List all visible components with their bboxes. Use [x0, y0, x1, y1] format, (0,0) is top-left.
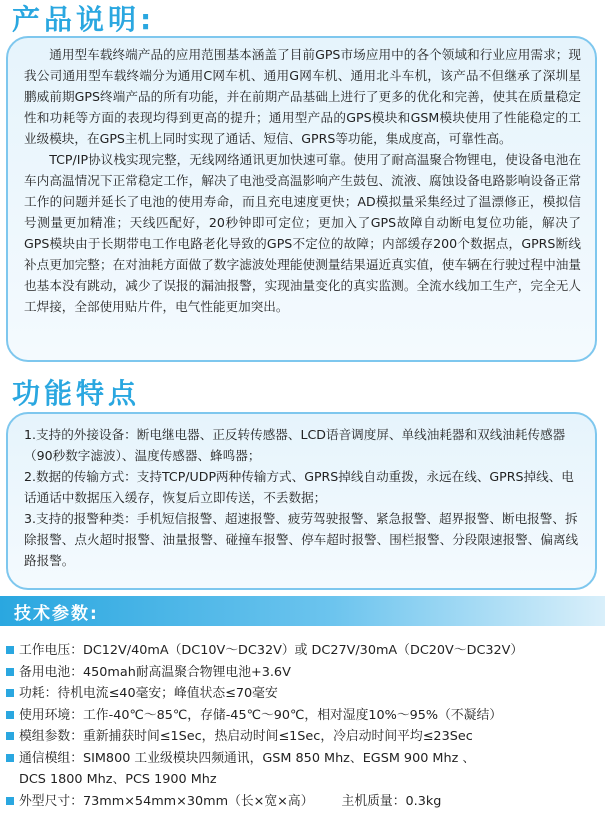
description-paragraph-1: 通用型车载终端产品的应用范围基本涵盖了目前GPS市场应用中的各个领域和行业应用需求；现我公司通用型车载终端分为通用C网车机、通用G网车机、通用北斗车机，该产品不但继承了深圳星鹏威前期GPS终端产品的所有功能，并在前期产品基础上进行了更多的优化和完善，使其在质量稳定性和功耗等方面的表现均得到更高的提升；通用型产品的GPS模块和GSM模块使用了性能稳定的工业级模块，在GPS主机上同时实现了通话、短信、GPRS等功能，集成度高，可靠性高。 — [24, 47, 581, 146]
spec-text: DCS 1800 Mhz、PCS 1900 Mhz — [19, 772, 217, 787]
description-heading: 产品说明: — [12, 3, 152, 36]
feature-item-1: 1.支持的外接设备：断电继电器、正反转传感器、LCD语音调度屏、单线油耗器和双线油耗传感器（90秒数字滤波）、温度传感器、蜂鸣器； — [24, 427, 566, 463]
square-bullet-icon — [6, 711, 14, 719]
spec-text: 功耗：待机电流≤40毫安；峰值状态≤70毫安 — [19, 686, 278, 701]
spec-module-params — [4, 726, 602, 748]
spec-battery — [4, 662, 602, 684]
spec-text: 工作电压：DC12V/40mA（DC10V～DC32V）或 DC27V/30mA（DC20V～DC32V） — [19, 643, 524, 658]
spec-comm-module — [4, 748, 602, 770]
spec-comm-module-continued — [4, 769, 602, 791]
spec-text: 备用电池：450mah耐高温聚合物锂电池+3.6V — [19, 664, 291, 680]
spec-environment — [4, 705, 602, 727]
features-heading — [12, 372, 140, 412]
spec-voltage — [4, 640, 602, 662]
tech-heading: 技术参数: — [14, 604, 99, 624]
feature-item-3: 3.支持的报警种类：手机短信报警、超速报警、疲劳驾驶报警、紧急报警、超界报警、断电报警、拆除报警、点火超时报警、油量报警、碰撞车报警、停车超时报警、围栏报警、分段限速报警、偏离线路报警。 — [24, 511, 579, 568]
description-paragraph-2: TCP/IP协议栈实现完整，无线网络通讯更加快速可靠。使用了耐高温聚合物锂电，使设备电池在车内高温情况下正常稳定工作，解决了电池受高温影响产生鼓包、流液、腐蚀设备电路影响设备正常工作的问题并延长了电池的使用寿命，而且充电速度更快；AD模拟量采集经过了温漂修正，模拟信号测量更加精准；天线匹配好，20秒钟即可定位；更加入了GPS故障自动断电复位功能，解决了GPS模块由于长期带电工作电路老化导致的GPS不定位的故障；内部缓存200个数据点，GPRS断线补点更加完整；在对油耗方面做了数字滤波处理能使测量结果逼近真实值，使车辆在行驶过程中油量也基本没有跳动，减少了误报的漏油报警，实现油量变化的真实监测。全流水线加工生产，完全无人工焊接，全部使用贴片件，电气性能更加突出。 — [24, 152, 581, 314]
square-bullet-icon — [6, 668, 14, 676]
tech-heading-bar — [0, 596, 605, 626]
features-panel — [6, 412, 597, 590]
spec-text: 使用环境：工作-40℃～85℃，存储-45℃～90℃，相对湿度10%～95%（不凝结） — [19, 707, 503, 723]
spec-text: 外型尺寸：73mm×54mm×30mm（长×宽×高） — [19, 793, 314, 809]
square-bullet-icon — [6, 754, 14, 762]
description-panel — [6, 36, 597, 362]
square-bullet-icon — [6, 689, 14, 697]
description-heading-text: 产品说明 — [12, 3, 141, 36]
square-bullet-icon — [6, 732, 14, 740]
spec-power — [4, 683, 602, 705]
spec-weight-text: 主机质量：0.3kg — [341, 793, 442, 809]
spec-dimensions — [4, 791, 602, 813]
feature-item-2: 2.数据的传输方式：支持TCP/UDP两种传输方式、GPRS掉线自动重拨，永远在线、GPRS掉线、电话通话中数据压入缓存，恢复后立即传送，不丢数据； — [24, 469, 574, 505]
features-heading-text: 功能特点 — [12, 377, 141, 410]
square-bullet-icon — [6, 646, 14, 654]
spec-text: 通信模组：SIM800 工业级模块四频通讯，GSM 850 Mhz、EGSM 900 Mhz 、 — [19, 750, 476, 766]
spec-list — [4, 640, 602, 812]
spec-text: 模组参数：重新捕获时间≤1Sec，热启动时间≤1Sec，冷启动时间平均≤23Sec — [19, 729, 473, 744]
square-bullet-icon — [6, 797, 14, 805]
